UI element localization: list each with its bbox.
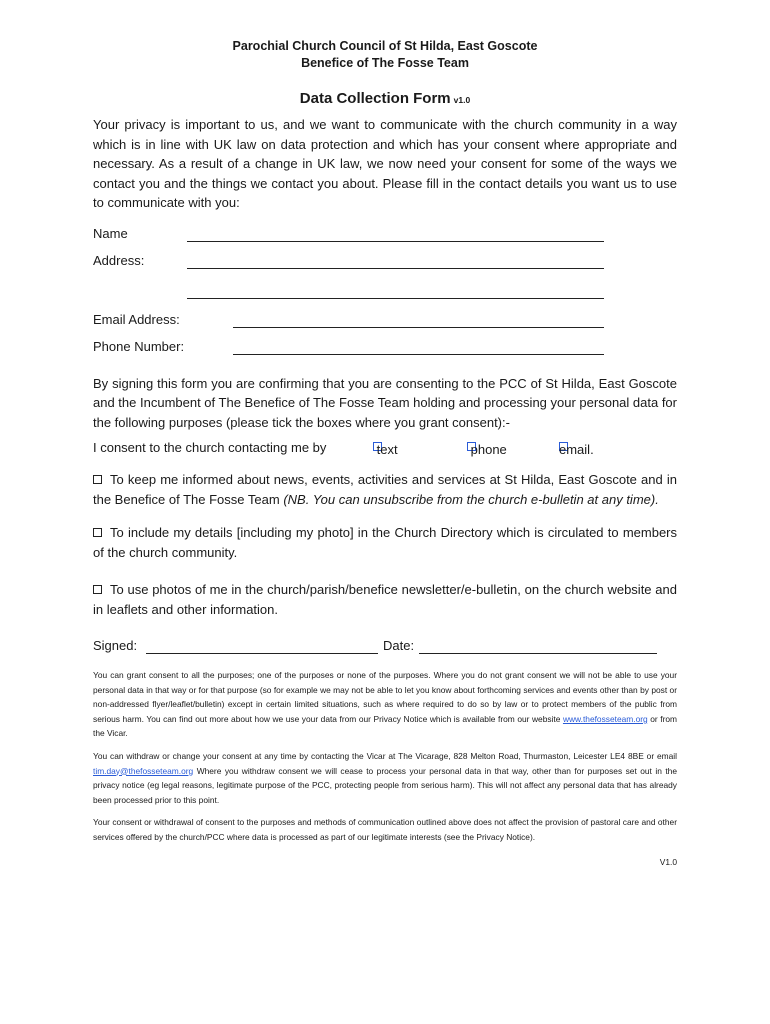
contact-phone-option[interactable] (467, 440, 507, 457)
website-link[interactable]: www.thefosseteam.org (562, 713, 648, 724)
address-field[interactable] (93, 249, 677, 276)
photos-consent-option (93, 580, 677, 619)
directory-consent-option (93, 523, 677, 562)
contact-methods-row (93, 438, 677, 460)
form-title (93, 90, 677, 107)
news-checkbox[interactable] (93, 475, 102, 484)
form-page (93, 38, 677, 867)
text-option-label: text (376, 442, 398, 457)
withdraw-note-end: Where you withdraw consent we will cease to process your personal data in that way, other than for purposes set out in the privacy notice (eg legal reasons, legitimate purpose of the PCC, protecting people from serious harm). This will not affect any personal data that has already been processed prior to this point. (93, 765, 677, 805)
news-consent-text: To keep me informed about news, events, activities and services at St Hilda, East Goscote and in the Benefice of The Fosse Team (93, 472, 677, 507)
directory-consent-text: To include my details [including my photo] in the Church Directory which is circulated to members of the church community. (93, 525, 677, 560)
phone-field[interactable] (93, 335, 677, 362)
name-field[interactable] (93, 222, 677, 249)
intro-paragraph: Your privacy is important to us, and we want to communicate with the church community in a way which is in line with UK law on data protection and which has your consent where appropriate and necessary. As a result of a change in UK law, we now need your consent for some of the ways we contact you and the things we contact you about. Please fill in the contact details you want us to use to communicate with you: (93, 117, 677, 210)
directory-checkbox[interactable] (93, 528, 102, 537)
name-label: Name (93, 225, 128, 241)
pastoral-care-note: Your consent or withdrawal of consent to the purposes and methods of communication outlined above does not affect the provision of pastoral care and other services offered by the church/PCC where data is processed as part of our legitimate interests (see the Privacy Notice). (93, 817, 677, 842)
email-line[interactable] (233, 327, 604, 328)
email-option-label: email. (559, 442, 594, 457)
consent-note-paragraph (93, 668, 677, 741)
address-line-2[interactable] (187, 298, 604, 299)
phone-option-label: phone (470, 442, 507, 457)
contact-text-option[interactable] (373, 440, 398, 457)
email-field[interactable] (93, 308, 677, 335)
news-consent-option (93, 470, 677, 509)
withdraw-note-text: You can withdraw or change your consent at any time by contacting the Vicar at The Vicarage, 828 Melton Road, Thurmaston, Leicester LE4 8BE or email (93, 750, 677, 761)
form-title-text: Data Collection Form (299, 90, 451, 107)
consent-paragraph: By signing this form you are confirming that you are consenting to the PCC of St Hilda, East Goscote and the Incumbent of The Benefice of The Fosse Team holding and processing your personal data for the following purposes (please tick the boxes where you grant consent):- (93, 375, 677, 430)
photos-consent-text: To use photos of me in the church/parish/benefice newsletter/e-bulletin, on the church website and in leaflets and other information. (93, 582, 677, 617)
consent-note-text: You can grant consent to all the purposes; one of the purposes or none of the purposes. Where you do not grant consent we will not be able to use your personal data in that way or for that purpose (so for example we may not be able to let you know about forthcoming services and events other than by post or non-addressed flyer/leaflet/bulletin) except in certain limited situations, such as where required to do so by law or to protect members of the public from serious harm. You can find out more about how we use your data from our Privacy Notice which is available from our website (93, 670, 677, 724)
news-consent-note: (NB. You can unsubscribe from the church e-bulletin at any time). (283, 491, 659, 507)
contact-methods-label: I consent to the church contacting me by (93, 440, 327, 455)
name-line[interactable] (187, 241, 604, 242)
email-link[interactable]: tim.day@thefosseteam.org (93, 765, 194, 776)
form-title-version: v1.0 (453, 95, 471, 105)
header-line-2: Benefice of The Fosse Team (301, 56, 469, 70)
address-line-1[interactable] (187, 268, 604, 269)
signed-label: Signed: (93, 638, 138, 653)
signature-line[interactable] (146, 653, 378, 654)
date-line[interactable] (419, 653, 657, 654)
phone-label: Phone Number: (93, 338, 185, 354)
email-label: Email Address: (93, 311, 180, 327)
photos-checkbox[interactable] (93, 585, 102, 594)
footer-version: V1.0 (659, 856, 677, 867)
date-label: Date: (383, 638, 415, 653)
withdraw-note-paragraph (93, 749, 677, 807)
phone-line[interactable] (233, 354, 604, 355)
address-label: Address: (93, 252, 145, 268)
consent-note-end: or from the Vicar. (93, 713, 677, 739)
signature-row (93, 636, 677, 658)
address-field-2[interactable] (93, 276, 677, 307)
header-line-1: Parochial Church Council of St Hilda, East Goscote (232, 39, 538, 53)
